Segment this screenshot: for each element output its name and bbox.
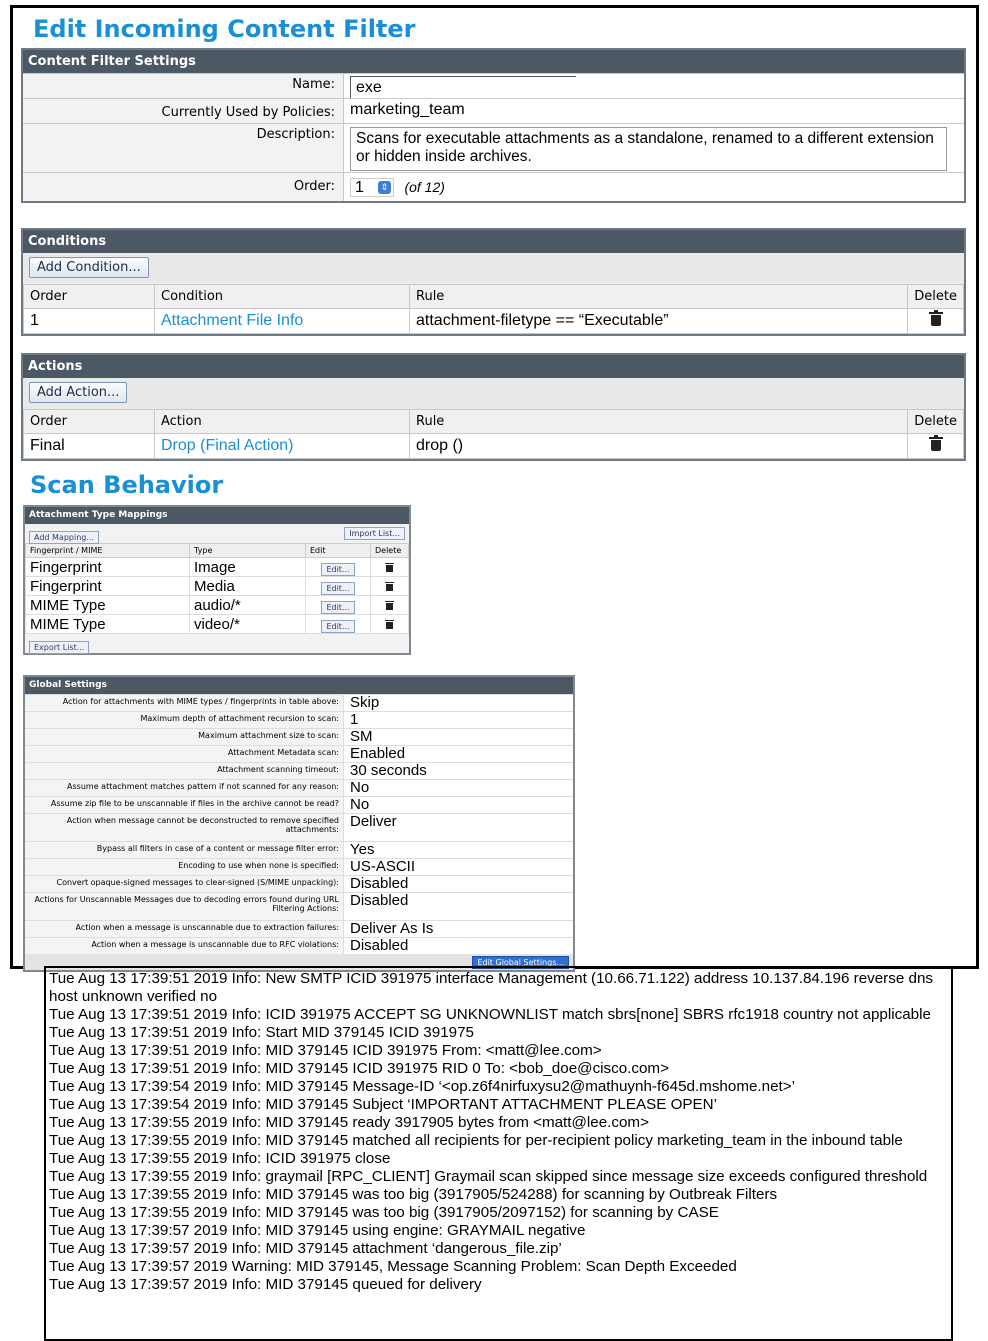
setting-label: Assume zip file to be unscannable if files in the archive cannot be read? [25,797,344,813]
mappings-header: Attachment Type Mappings [25,507,409,524]
global-settings-header: Global Settings [25,677,573,694]
col-action: Action [155,410,410,434]
mappings-panel [23,505,411,655]
setting-row [25,745,573,762]
setting-row [25,728,573,745]
conditions-header: Conditions [23,230,964,253]
setting-row [25,779,573,796]
trash-icon[interactable] [386,622,393,629]
setting-value: Disabled [350,937,409,954]
global-settings-panel [23,675,575,972]
setting-row [25,694,573,711]
setting-label: Encoding to use when none is specified: [25,859,344,875]
mapping-fingerprint: Fingerprint [26,577,190,596]
trash-icon[interactable] [931,440,941,451]
trash-icon[interactable] [386,603,393,610]
log-line: Tue Aug 13 17:39:55 2019 Info: MID 379145 was too big (3917905/2097152) for scanning by CASE [49,1204,719,1221]
setting-label: Maximum attachment size to scan: [25,729,344,745]
name-input[interactable]: exe [350,76,576,98]
setting-row [25,937,573,954]
order-row [23,172,964,201]
setting-row [25,858,573,875]
policies-value: marketing_team [350,101,465,118]
setting-label: Action for attachments with MIME types / fingerprints in table above: [25,695,344,711]
setting-label: Actions for Unscannable Messages due to decoding errors found during URL Filtering Actions: [25,893,344,920]
mappings-table [25,543,409,634]
setting-value: Disabled [350,892,409,909]
setting-value: SM [350,728,373,745]
col-edit: Edit [306,544,371,558]
order-select[interactable] [350,178,394,197]
setting-label: Maximum depth of attachment recursion to scan: [25,712,344,728]
setting-value: Skip [350,694,380,711]
settings-panel [21,48,966,203]
setting-value: US-ASCII [350,858,416,875]
col-order: Order [24,410,155,434]
log-line: Tue Aug 13 17:39:55 2019 Info: MID 379145 ready 3917905 bytes from <matt@lee.com> [49,1114,649,1131]
col-fingerprint: Fingerprint / MIME [26,544,190,558]
log-line: Tue Aug 13 17:39:57 2019 Info: MID 379145 queued for delivery [49,1276,482,1293]
table-row [24,434,964,459]
log-line: Tue Aug 13 17:39:51 2019 Info: New SMTP ICID 391975 interface Management (10.66.71.122) address 10.137.84.196 reverse dns host unknown verified no [49,970,933,1005]
setting-label: Action when message cannot be deconstructed to remove specified attachments: [25,814,344,841]
mapping-type: Image [190,558,306,577]
log-line: Tue Aug 13 17:39:51 2019 Info: MID 379145 ICID 391975 From: <matt@lee.com> [49,1042,602,1059]
table-row [26,615,409,634]
trash-icon[interactable] [386,584,393,591]
mapping-type: Media [190,577,306,596]
export-list-button[interactable]: Export List... [29,641,89,654]
log-line: Tue Aug 13 17:39:55 2019 Info: MID 379145 matched all recipients for per-recipient policy marketing_team in the inbound table [49,1132,903,1149]
setting-row [25,796,573,813]
setting-row [25,813,573,841]
setting-label: Attachment scanning timeout: [25,763,344,779]
log-line: Tue Aug 13 17:39:55 2019 Info: MID 379145 was too big (3917905/524288) for scanning by Outbreak Filters [49,1186,778,1203]
content-filter-frame [10,5,979,969]
name-row [23,73,964,98]
setting-row [25,892,573,920]
order-select-value: 1 [355,179,364,196]
edit-button[interactable]: Edit... [321,620,354,633]
setting-row [25,762,573,779]
log-line: Tue Aug 13 17:39:57 2019 Warning: MID 379145, Message Scanning Problem: Scan Depth Exceeded [49,1258,737,1275]
action-order: Final [24,434,155,459]
col-delete: Delete [371,544,409,558]
setting-value: No [350,796,370,813]
order-of-text: (of 12) [404,179,445,195]
log-line: Tue Aug 13 17:39:57 2019 Info: MID 379145 using engine: GRAYMAIL negative [49,1222,586,1239]
log-line: Tue Aug 13 17:39:54 2019 Info: MID 379145 Subject ‘IMPORTANT ATTACHMENT PLEASE OPEN’ [49,1096,717,1113]
mapping-fingerprint: MIME Type [26,596,190,615]
name-label: Name: [23,74,344,98]
condition-order: 1 [24,309,155,334]
log-line: Tue Aug 13 17:39:55 2019 Info: graymail [RPC_CLIENT] Graymail scan skipped since message size exceeds configured threshold [49,1168,928,1185]
col-order: Order [24,285,155,309]
setting-label: Action when a message is unscannable due to RFC violations: [25,938,344,954]
mail-log [44,966,953,1341]
setting-row [25,875,573,892]
actions-header: Actions [23,355,964,378]
setting-label: Bypass all filters in case of a content or message filter error: [25,842,344,858]
edit-global-settings-button[interactable]: Edit Global Settings... [472,956,569,969]
setting-value: Deliver [350,813,397,830]
col-delete: Delete [908,410,964,434]
condition-rule: attachment-filetype == “Executable” [410,309,908,334]
condition-link[interactable]: Attachment File Info [155,309,410,334]
action-rule: drop () [410,434,908,459]
setting-label: Action when a message is unscannable due to extraction failures: [25,921,344,937]
setting-row [25,920,573,937]
log-line: Tue Aug 13 17:39:57 2019 Info: MID 379145 attachment ‘dangerous_file.zip’ [49,1240,562,1257]
add-mapping-button[interactable]: Add Mapping... [29,531,99,544]
description-row [23,123,964,172]
table-row [26,596,409,615]
description-textarea[interactable]: Scans for executable attachments as a standalone, renamed to a different extension or hidden inside archives. [350,127,947,171]
setting-value: 1 [350,711,359,728]
policies-row [23,98,964,123]
mapping-type: audio/* [190,596,306,615]
trash-icon[interactable] [386,565,393,572]
table-row [26,558,409,577]
actions-table [23,409,964,459]
add-condition-button[interactable]: Add Condition... [29,257,149,278]
log-line: Tue Aug 13 17:39:54 2019 Info: MID 379145 Message-ID ‘<op.z6f4nirfuxysu2@mathuynh-f645d.mshome.net>’ [49,1078,795,1095]
scan-behavior-title: Scan Behavior [30,471,224,499]
action-link[interactable]: Drop (Final Action) [155,434,410,459]
table-row [24,309,964,334]
log-line: Tue Aug 13 17:39:51 2019 Info: ICID 391975 ACCEPT SG UNKNOWNLIST match sbrs[none] SBRS rfc1918 country not applicable [49,1006,931,1023]
conditions-table [23,284,964,334]
setting-row [25,841,573,858]
import-list-button[interactable]: Import List... [344,527,405,540]
actions-panel [21,353,966,461]
table-row [26,577,409,596]
setting-value: Deliver As Is [350,920,434,937]
setting-value: 30 seconds [350,762,427,779]
setting-value: Disabled [350,875,409,892]
description-label: Description: [23,124,344,172]
log-line: Tue Aug 13 17:39:51 2019 Info: MID 379145 ICID 391975 RID 0 To: <bob_doe@cisco.com> [49,1060,669,1077]
edit-button[interactable]: Edit... [321,582,354,595]
conditions-panel [21,228,966,336]
setting-row [25,711,573,728]
add-action-button[interactable]: Add Action... [29,382,127,403]
mapping-type: video/* [190,615,306,634]
page-title: Edit Incoming Content Filter [33,15,416,43]
log-line: Tue Aug 13 17:39:55 2019 Info: ICID 391975 close [49,1150,391,1167]
setting-value: No [350,779,370,796]
col-type: Type [190,544,306,558]
order-label: Order: [23,173,344,201]
col-rule: Rule [410,285,908,309]
setting-value: Enabled [350,745,406,762]
setting-value: Yes [350,841,375,858]
setting-label: Attachment Metadata scan: [25,746,344,762]
col-delete: Delete [908,285,964,309]
mapping-fingerprint: Fingerprint [26,558,190,577]
edit-button[interactable]: Edit... [321,563,354,576]
setting-label: Assume attachment matches pattern if not scanned for any reason: [25,780,344,796]
policies-label: Currently Used by Policies: [23,99,344,123]
settings-header: Content Filter Settings [23,50,964,73]
edit-button[interactable]: Edit... [321,601,354,614]
col-condition: Condition [155,285,410,309]
trash-icon[interactable] [931,315,941,326]
mapping-fingerprint: MIME Type [26,615,190,634]
col-rule: Rule [410,410,908,434]
setting-label: Convert opaque-signed messages to clear-signed (S/MIME unpacking): [25,876,344,892]
log-line: Tue Aug 13 17:39:51 2019 Info: Start MID 379145 ICID 391975 [49,1024,474,1041]
chevron-updown-icon: ⇕ [378,181,391,194]
